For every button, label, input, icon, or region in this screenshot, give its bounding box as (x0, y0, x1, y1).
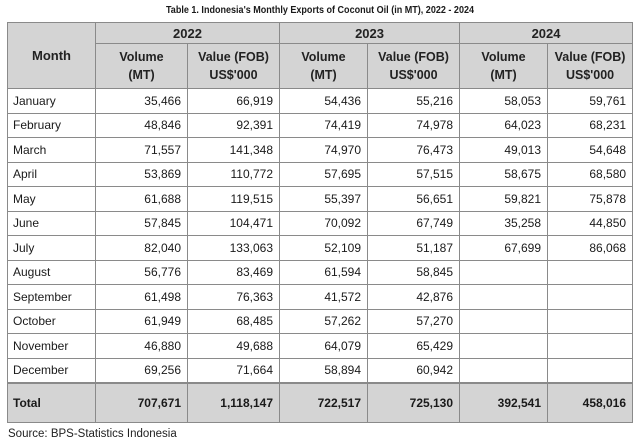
volume-2024-cell: 35,258 (460, 211, 548, 236)
total-value-2022: 1,118,147 (188, 383, 280, 423)
volume-2022-cell: 71,557 (96, 138, 188, 163)
volume-header-line: (MT) (310, 68, 337, 82)
value-2024-cell: 86,068 (548, 236, 633, 261)
volume-2022-cell: 61,498 (96, 285, 188, 310)
volume-2023-cell: 57,695 (280, 162, 368, 187)
value-2023-cell: 76,473 (368, 138, 460, 163)
volume-2023-cell: 57,262 (280, 309, 368, 334)
month-cell: February (8, 113, 96, 138)
value-column-header (188, 44, 280, 89)
value-2022-cell: 110,772 (188, 162, 280, 187)
value-2024-cell: 44,850 (548, 211, 633, 236)
total-row (8, 383, 633, 423)
year-header-2024: 2024 (460, 23, 633, 44)
volume-2024-cell: 58,053 (460, 89, 548, 114)
value-header-line: US$'000 (389, 68, 438, 82)
volume-2023-cell: 52,109 (280, 236, 368, 261)
volume-2022-cell: 46,880 (96, 334, 188, 359)
table-row (8, 162, 633, 187)
value-2024-cell: 54,648 (548, 138, 633, 163)
volume-2024-cell: 64,023 (460, 113, 548, 138)
month-cell: May (8, 187, 96, 212)
year-header-2023: 2023 (280, 23, 460, 44)
month-cell: June (8, 211, 96, 236)
value-2023-cell: 60,942 (368, 358, 460, 383)
volume-2023-cell: 74,970 (280, 138, 368, 163)
value-column-header (368, 44, 460, 89)
value-header-line: US$'000 (565, 68, 615, 82)
month-cell: September (8, 285, 96, 310)
volume-column-header (460, 44, 548, 89)
value-2023-cell: 58,845 (368, 260, 460, 285)
value-2022-cell: 71,664 (188, 358, 280, 383)
volume-2023-cell: 74,419 (280, 113, 368, 138)
table-title: Table 1. Indonesia's Monthly Exports of Coconut Oil (in MT), 2022 - 2024 (165, 4, 475, 16)
value-header-line: US$'000 (209, 68, 258, 82)
total-value-2024: 458,016 (548, 383, 633, 423)
value-header-line: Value (FOB) (378, 50, 449, 64)
month-cell: October (8, 309, 96, 334)
value-column-header (548, 44, 633, 89)
table-row (8, 138, 633, 163)
month-cell: March (8, 138, 96, 163)
value-2024-cell: 75,878 (548, 187, 633, 212)
total-label: Total (8, 383, 96, 423)
exports-table (7, 22, 633, 423)
table-row (8, 334, 633, 359)
volume-2022-cell: 57,845 (96, 211, 188, 236)
table-row (8, 309, 633, 334)
subheader-row (8, 44, 633, 89)
month-cell: July (8, 236, 96, 261)
month-cell: December (8, 358, 96, 383)
volume-2023-cell: 55,397 (280, 187, 368, 212)
table-row (8, 236, 633, 261)
volume-2024-cell (460, 358, 548, 383)
value-header-line: Value (FOB) (554, 50, 626, 64)
source-note: Source: BPS-Statistics Indonesia (8, 428, 177, 440)
value-2023-cell: 42,876 (368, 285, 460, 310)
month-column-header: Month (8, 23, 96, 89)
table-row (8, 358, 633, 383)
month-cell: January (8, 89, 96, 114)
volume-2023-cell: 61,594 (280, 260, 368, 285)
table-row (8, 211, 633, 236)
volume-2022-cell: 69,256 (96, 358, 188, 383)
total-volume-2022: 707,671 (96, 383, 188, 423)
volume-2024-cell: 67,699 (460, 236, 548, 261)
volume-2024-cell (460, 285, 548, 310)
year-header-2022: 2022 (96, 23, 280, 44)
table-row (8, 285, 633, 310)
month-cell: August (8, 260, 96, 285)
volume-2023-cell: 58,894 (280, 358, 368, 383)
volume-2024-cell (460, 309, 548, 334)
table-row (8, 187, 633, 212)
value-2024-cell (548, 309, 633, 334)
table-row (8, 113, 633, 138)
value-2022-cell: 133,063 (188, 236, 280, 261)
value-2023-cell: 57,515 (368, 162, 460, 187)
volume-2023-cell: 64,079 (280, 334, 368, 359)
value-2023-cell: 65,429 (368, 334, 460, 359)
volume-2022-cell: 82,040 (96, 236, 188, 261)
value-header-line: Value (FOB) (198, 50, 269, 64)
value-2023-cell: 55,216 (368, 89, 460, 114)
volume-2023-cell: 54,436 (280, 89, 368, 114)
volume-2022-cell: 35,466 (96, 89, 188, 114)
volume-2024-cell: 59,821 (460, 187, 548, 212)
total-value-2023: 725,130 (368, 383, 460, 423)
total-volume-2023: 722,517 (280, 383, 368, 423)
value-2023-cell: 57,270 (368, 309, 460, 334)
value-2022-cell: 66,919 (188, 89, 280, 114)
volume-header-line: (MT) (490, 68, 517, 82)
value-2024-cell: 68,231 (548, 113, 633, 138)
value-2024-cell (548, 334, 633, 359)
volume-2023-cell: 70,092 (280, 211, 368, 236)
volume-2022-cell: 48,846 (96, 113, 188, 138)
value-2024-cell (548, 285, 633, 310)
volume-header-line: Volume (481, 50, 526, 64)
volume-2022-cell: 53,869 (96, 162, 188, 187)
value-2024-cell (548, 358, 633, 383)
value-2022-cell: 68,485 (188, 309, 280, 334)
value-2022-cell: 119,515 (188, 187, 280, 212)
value-2022-cell: 104,471 (188, 211, 280, 236)
value-2022-cell: 49,688 (188, 334, 280, 359)
volume-2024-cell (460, 260, 548, 285)
volume-2024-cell (460, 334, 548, 359)
value-2022-cell: 83,469 (188, 260, 280, 285)
value-2024-cell: 59,761 (548, 89, 633, 114)
month-cell: November (8, 334, 96, 359)
month-cell: April (8, 162, 96, 187)
value-2023-cell: 67,749 (368, 211, 460, 236)
table-row (8, 260, 633, 285)
volume-2022-cell: 61,949 (96, 309, 188, 334)
total-volume-2024: 392,541 (460, 383, 548, 423)
volume-column-header (96, 44, 188, 89)
value-2024-cell (548, 260, 633, 285)
volume-header-line: Volume (301, 50, 346, 64)
value-2023-cell: 74,978 (368, 113, 460, 138)
volume-column-header (280, 44, 368, 89)
volume-header-line: Volume (119, 50, 164, 64)
value-2023-cell: 56,651 (368, 187, 460, 212)
value-2023-cell: 51,187 (368, 236, 460, 261)
volume-2024-cell: 58,675 (460, 162, 548, 187)
table-body (8, 89, 633, 384)
volume-2024-cell: 49,013 (460, 138, 548, 163)
value-2024-cell: 68,580 (548, 162, 633, 187)
volume-2022-cell: 56,776 (96, 260, 188, 285)
volume-header-line: (MT) (128, 68, 155, 82)
value-2022-cell: 141,348 (188, 138, 280, 163)
volume-2022-cell: 61,688 (96, 187, 188, 212)
table-row (8, 89, 633, 114)
value-2022-cell: 76,363 (188, 285, 280, 310)
value-2022-cell: 92,391 (188, 113, 280, 138)
volume-2023-cell: 41,572 (280, 285, 368, 310)
